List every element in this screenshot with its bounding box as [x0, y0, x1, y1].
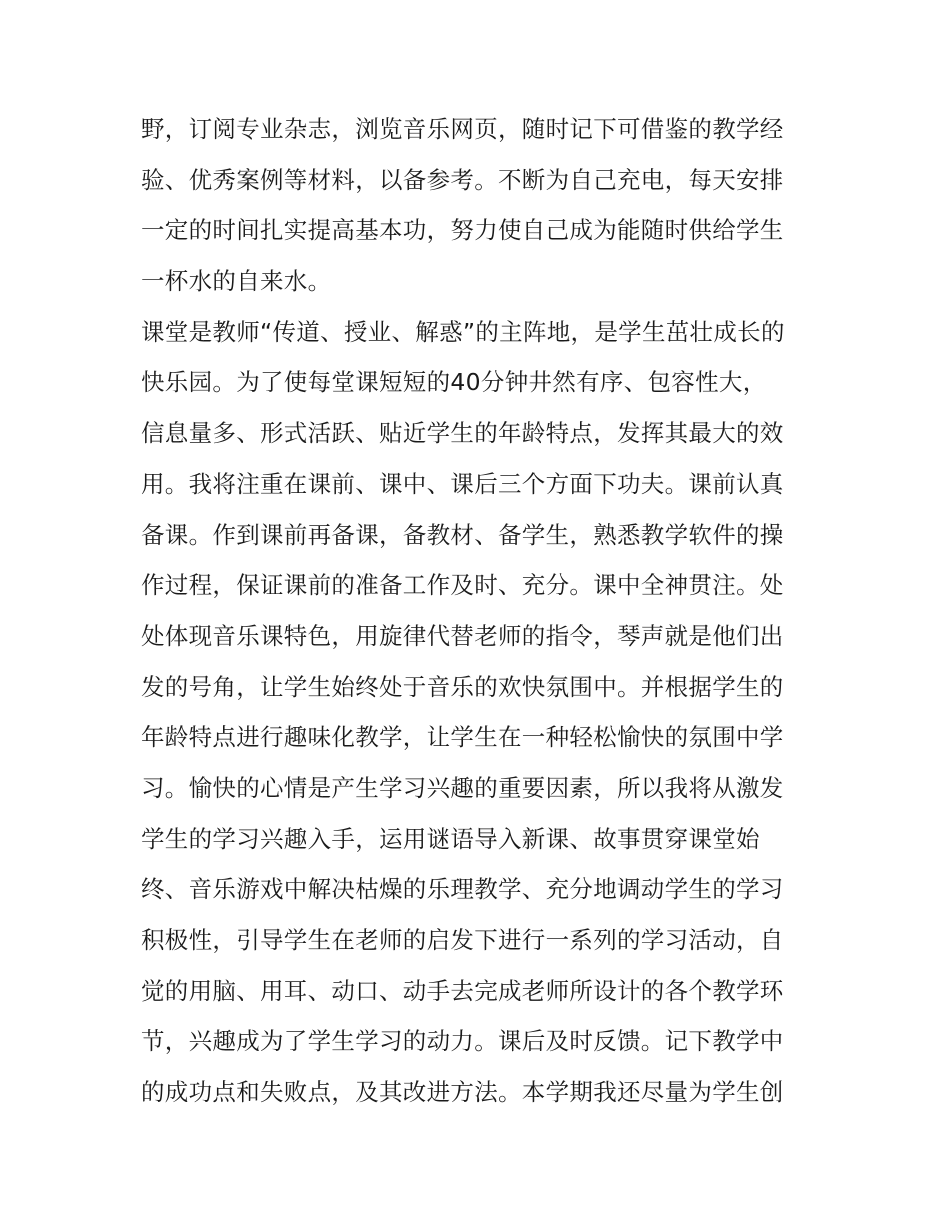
text-line: 验、优秀案例等材料，以备参考。不断为自己充电，每天安排: [141, 165, 784, 194]
text-line: 信息量多、形式活跃、贴近学生的年龄特点，发挥其最大的效: [141, 419, 784, 448]
text-line: 野，订阅专业杂志，浏览音乐网页，随时记下可借鉴的教学经: [141, 115, 784, 143]
text-line: 习。愉快的心情是产生学习兴趣的重要因素，所以我将从激发: [141, 773, 784, 802]
text-line: 一杯水的自来水。: [141, 267, 332, 296]
text-line: 备课。作到课前再备课，备教材、备学生，熟悉教学软件的操: [141, 520, 784, 549]
body-text: [141, 104, 821, 1118]
text-line: 终、音乐游戏中解决枯燥的乐理教学、充分地调动学生的学习: [141, 875, 784, 904]
text-line: 的成功点和失败点，及其改进方法。本学期我还尽量为学生创: [141, 1078, 784, 1107]
text-line: 年龄特点进行趣味化教学，让学生在一种轻松愉快的氛围中学: [141, 723, 784, 752]
text-line: 快乐园。为了使每堂课短短的40分钟井然有序、包容性大，: [141, 368, 767, 397]
text-line: 学生的学习兴趣入手，运用谜语导入新课、故事贯穿课堂始: [141, 824, 760, 853]
text-line: 觉的用脑、用耳、动口、动手去完成老师所设计的各个教学环: [141, 976, 784, 1005]
text-line: 课堂是教师“传道、授业、解惑”的主阵地，是学生茁壮成长的: [141, 317, 785, 346]
text-line: 节，兴趣成为了学生学习的动力。课后及时反馈。记下教学中: [141, 1027, 784, 1056]
text-line: 发的号角，让学生始终处于音乐的欢快氛围中。并根据学生的: [141, 672, 784, 701]
text-line: 用。我将注重在课前、课中、课后三个方面下功夫。课前认真: [141, 469, 784, 498]
text-line: 一定的时间扎实提高基本功，努力使自己成为能随时供给学生: [141, 216, 784, 245]
text-line: 处体现音乐课特色，用旋律代替老师的指令，琴声就是他们出: [141, 621, 784, 650]
text-line: 积极性，引导学生在老师的启发下进行一系列的学习活动，自: [141, 926, 784, 954]
text-line: 作过程，保证课前的准备工作及时、充分。课中全神贯注。处: [141, 571, 784, 600]
